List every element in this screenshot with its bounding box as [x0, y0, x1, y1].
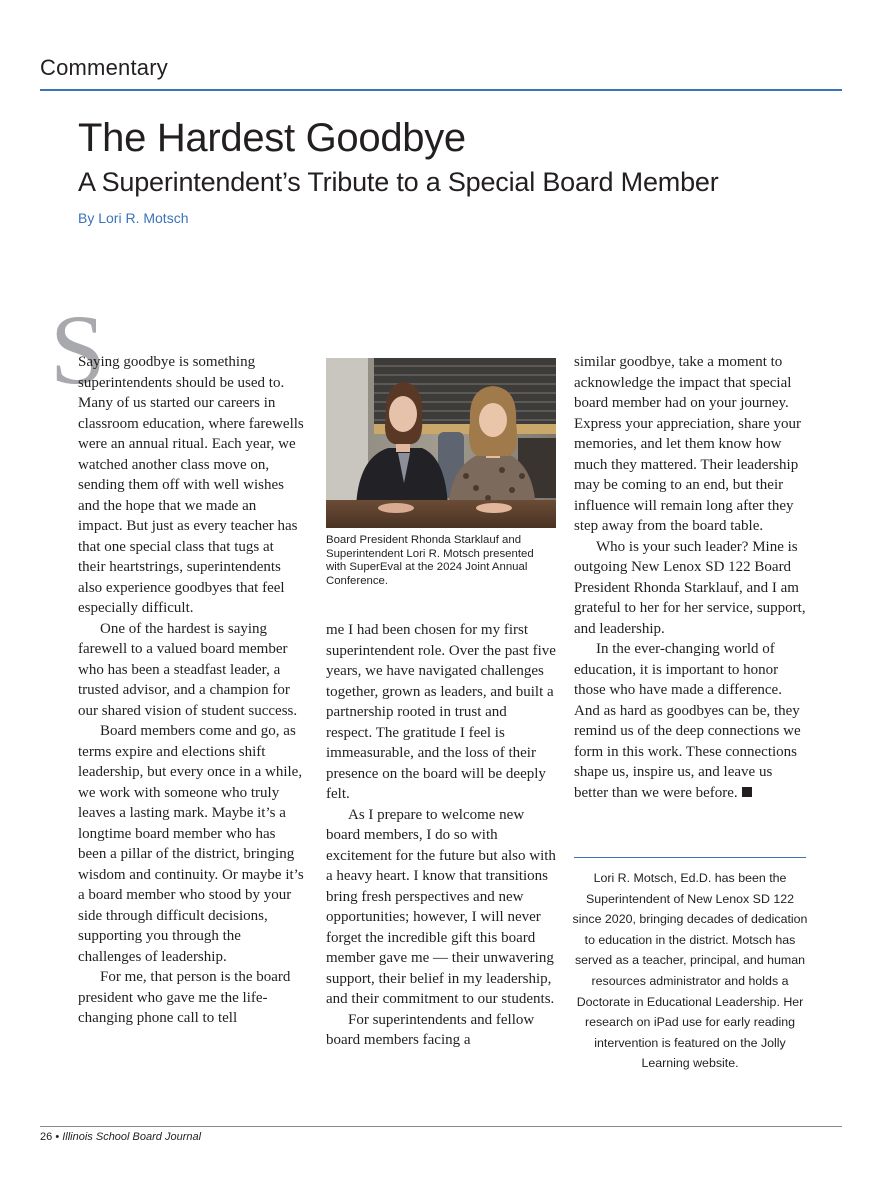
- drop-cap: S: [50, 294, 106, 405]
- section-label: Commentary: [40, 55, 168, 80]
- photo-illustration: [326, 358, 556, 528]
- paragraph-text: In the ever-changing world of education, it is important to honor those who have made a difference. And as hard as goodbyes can be, they remind us of the deep connections we form in this work. These connections shape us, inspire us, and leave us better than we were before.: [574, 641, 801, 801]
- column-3: [574, 352, 806, 803]
- paragraph: Board members come and go, as terms expire and elections shift leadership, but every once in a while, we work with someone who truly leaves a lasting mark. Maybe it’s a longtime board member who has been a pillar of the district, bringing wisdom and continuity. Or maybe it’s a board member who stood by your side through difficult decisions, supporting you through the challenges of leadership.: [78, 723, 304, 965]
- article-title: The Hardest Goodbye: [78, 116, 466, 160]
- end-of-article-icon: [742, 787, 752, 797]
- footer-separator: •: [55, 1131, 60, 1143]
- paragraph: me I had been chosen for my first superintendent role. Over the past five years, we have navigated challenges together, grown as leaders, and built a partnership rooted in trust and respect. The gratitude I feel is immeasurable, and the loss of their presence on the board will be deeply felt.: [326, 622, 556, 802]
- column-2: [326, 620, 556, 1051]
- paragraph: One of the hardest is saying farewell to a valued board member who has been a steadfast leader, a trusted advisor, and a champion for our shared vision of student success.: [78, 620, 298, 719]
- footer-rule: [40, 1126, 842, 1127]
- column-1: [78, 352, 304, 1029]
- paragraph: similar goodbye, take a moment to acknowledge the impact that special board member had on your journey. Express your appreciation, share your memories, and let them know how much they mattered. Their leadership may be coming to an end, but their influence will remain long after they step away from the board table.: [574, 354, 802, 534]
- page-footer: [40, 1131, 201, 1143]
- paragraph: As I prepare to welcome new board members, I do so with excitement for the future but also with a heavy heart. I know that transitions bring fresh perspectives and new opportunities; however, I will never forget the incredible gift this board member gave me — their unwavering support, their belief in my leadership, and their commitment to our students.: [326, 806, 556, 1007]
- header-rule: [40, 89, 842, 91]
- byline: By Lori R. Motsch: [78, 210, 189, 226]
- bio-divider: [574, 857, 806, 858]
- paragraph: [574, 639, 806, 803]
- page-number: 26: [40, 1131, 53, 1143]
- article-subtitle: A Superintendent’s Tribute to a Special Board Member: [78, 167, 719, 197]
- paragraph: For superintendents and fellow board members facing a: [326, 1011, 535, 1048]
- journal-name: Illinois School Board Journal: [62, 1131, 202, 1143]
- paragraph: For me, that person is the board president who gave me the life-changing phone call to tell: [78, 969, 291, 1026]
- photo-caption: Board President Rhonda Starklauf and Superintendent Lori R. Motsch presented with SuperEval at the 2024 Joint Annual Conference.: [326, 534, 534, 587]
- paragraph: Saying goodbye is something superintendents should be used to. Many of us started our careers in classroom education, where farewells were an annual ritual. Each year, we watched another class move on, sending them off with well wishes and the hope that we made an impact. But just as every teacher has that one special class that tugs at their heartstrings, superintendents also experience goodbyes that feel especially difficult.: [78, 354, 304, 616]
- article-photo: [326, 358, 556, 528]
- author-bio: Lori R. Motsch, Ed.D. has been the Superintendent of New Lenox SD 122 since 2020, bringing decades of dedication to education in the district. Motsch has served as a teacher, principal, and human resources administrator and holds a Doctorate in Educational Leadership. Her research on iPad use for early reading intervention is featured on the Jolly Learning website.: [572, 871, 808, 1071]
- paragraph: Who is your such leader? Mine is outgoing New Lenox SD 122 Board President Rhonda Starklauf, and I am grateful to her for her service, support, and leadership.: [574, 538, 806, 637]
